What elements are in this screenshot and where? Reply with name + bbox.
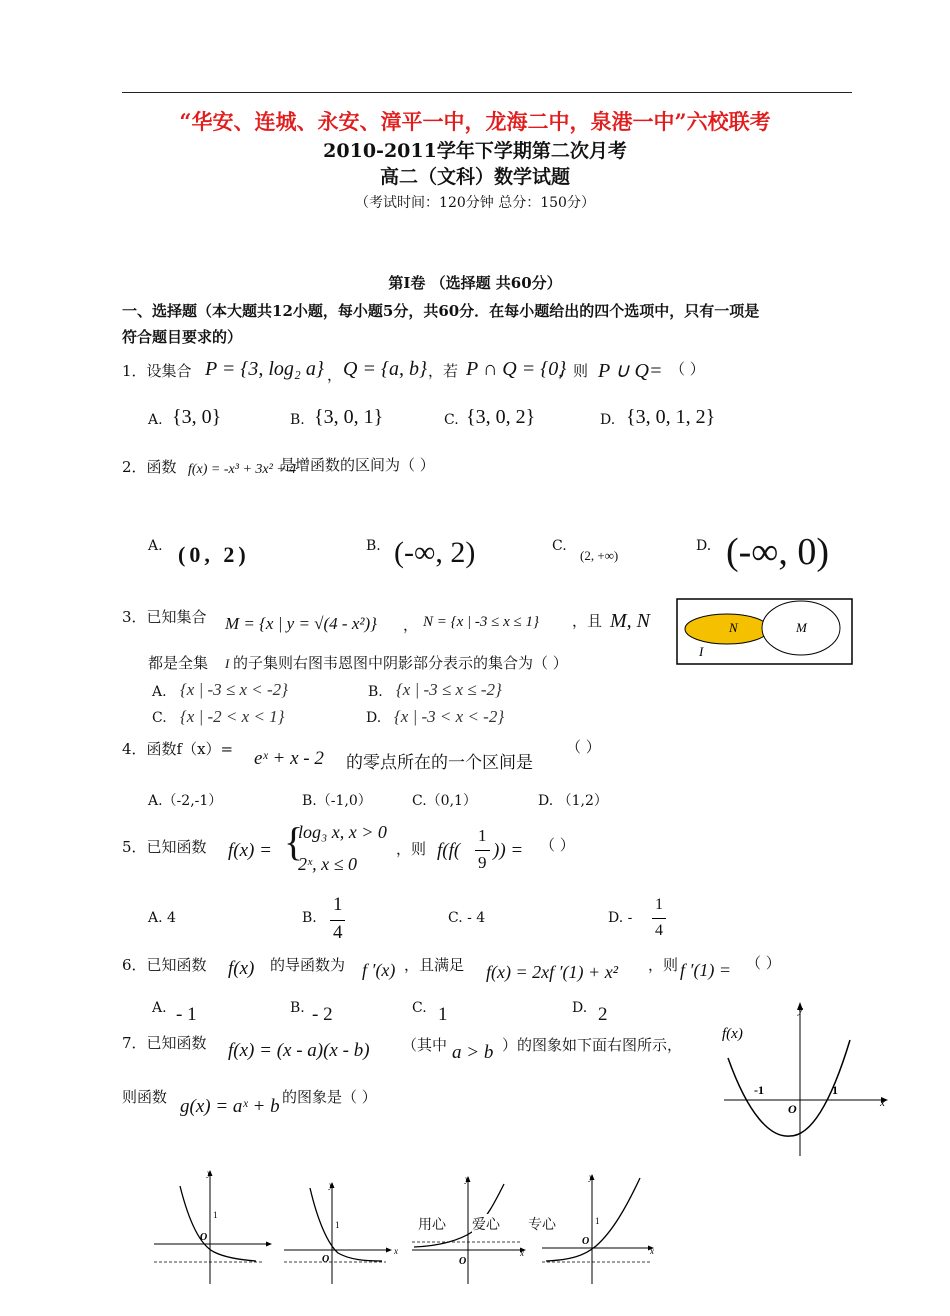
q7-text3: 的图象是（ ） <box>282 1088 377 1106</box>
q5-option-d-denominator[interactable]: 4 <box>655 922 663 939</box>
opt-a-origin: O <box>200 1232 208 1243</box>
q7-fx-graph <box>718 996 894 1161</box>
watermark-yongxin: 用心 <box>418 1214 446 1234</box>
q7-option-d-graph[interactable] <box>540 1168 664 1286</box>
q5-number: 5．已知函数 <box>122 838 207 856</box>
q6-option-b-label: B. <box>290 1000 305 1016</box>
q3-sep: ， <box>403 616 419 634</box>
q1-option-d-label: D. <box>600 412 616 428</box>
q6-then: ，则 <box>648 956 679 974</box>
opt-d-tick-1: 1 <box>595 1216 600 1226</box>
q3-option-c-label: C. <box>152 710 167 726</box>
q5-lhs: f(x) = <box>228 840 272 861</box>
q1-number: 1．设集合 <box>122 362 192 380</box>
q5-ask-b: )) = <box>493 840 524 861</box>
q5-answer-paren: （ ） <box>540 836 575 854</box>
q3-and: ，且 <box>572 612 603 630</box>
opt-b-x-label: x <box>394 1246 398 1256</box>
opt-b-x-arrow <box>386 1248 392 1253</box>
q3-line2b: 的子集则右图韦恩图中阴影部分表示的集合为（ ） <box>233 654 568 672</box>
q3-mn: M, N <box>610 610 650 632</box>
q4-expression: eˣ + x - 2 <box>254 748 324 769</box>
q5-option-d-bar <box>652 918 666 919</box>
q1-if: ，若 <box>428 362 459 380</box>
q2-option-a[interactable]: (0, 2) <box>178 542 250 567</box>
venn-label-m: M <box>796 620 807 635</box>
section-intro-line2: 符合题目要求的） <box>122 328 243 346</box>
q1-option-b-label: B. <box>290 412 305 428</box>
q3-set-n: N = {x | -3 ≤ x ≤ 1} <box>423 614 540 630</box>
q1-set-p: P = {3, log₂ a} <box>205 358 324 380</box>
q5-ask-numerator: 1 <box>478 826 487 845</box>
q2-option-a-label: A. <box>148 538 163 554</box>
q4-text: 的零点所在的一个区间是 <box>346 753 533 773</box>
q2-option-c[interactable]: (2, +∞) <box>580 548 619 563</box>
q5-case-2: 2ˣ, x ≤ 0 <box>298 854 357 874</box>
q2-option-b-label: B. <box>366 538 381 554</box>
q3-option-b[interactable]: {x | -3 ≤ x ≤ -2} <box>396 680 502 699</box>
fx-root-1: 1 <box>832 1083 838 1097</box>
q4-number: 4．函数f（x）= <box>122 740 234 758</box>
q3-line2a: 都是全集 <box>148 654 209 672</box>
q5-option-a[interactable]: A. 4 <box>148 910 176 926</box>
q7-condition: a > b <box>452 1042 494 1063</box>
q7-function: f(x) = (x - a)(x - b) <box>228 1040 370 1061</box>
q5-ask-denominator: 9 <box>478 853 487 872</box>
q5-case-1: log₃ x, x > 0 <box>298 822 387 842</box>
q1-condition: P ∩ Q = {0} <box>466 358 567 380</box>
q7-g-function: g(x) = aˣ + b <box>180 1096 280 1117</box>
fx-root-neg1: -1 <box>754 1083 764 1097</box>
exam-title-term: 2010-2011学年下学期第二次月考 <box>323 140 627 162</box>
q7-line2: 则函数 <box>122 1088 168 1106</box>
q5-option-b-denominator[interactable]: 4 <box>333 922 343 943</box>
q4-option-b[interactable]: B.（-1,0） <box>302 793 372 809</box>
q5-ask-a: f(f( <box>437 840 461 861</box>
q6-function: f(x) <box>228 958 255 979</box>
venn-set-n <box>685 614 769 644</box>
q2-option-c-label: C. <box>552 538 567 554</box>
q3-option-d[interactable]: {x | -3 < x < -2} <box>394 707 505 726</box>
q6-text2: ，且满足 <box>404 956 465 974</box>
q5-then: ，则 <box>396 840 427 858</box>
q5-option-b-label: B. <box>302 910 317 926</box>
opt-a-curve <box>180 1186 256 1261</box>
q4-option-c[interactable]: C.（0,1） <box>412 793 477 809</box>
q6-option-d[interactable]: 2 <box>598 1004 608 1025</box>
q4-option-d[interactable]: D. （1,2） <box>538 793 608 809</box>
opt-b-origin: O <box>322 1254 330 1265</box>
q1-sep: ， <box>327 366 343 384</box>
section-intro-line1: 一、选择题（本大题共12小题，每小题5分，共60分．在每小题给出的四个选项中，只有一项是 <box>122 302 760 320</box>
q2-text: 是增函数的区间为（ ） <box>280 456 435 474</box>
q3-venn-diagram <box>676 598 854 666</box>
q6-option-a[interactable]: - 1 <box>176 1004 197 1025</box>
q1-option-b[interactable]: {3, 0, 1} <box>314 406 384 428</box>
q5-option-b-numerator[interactable]: 1 <box>333 894 343 915</box>
q6-option-c[interactable]: 1 <box>438 1004 448 1025</box>
q2-option-d[interactable]: (-∞, 0) <box>726 531 830 573</box>
q7-option-b-graph[interactable] <box>282 1176 402 1286</box>
q1-ask: P ∪ Q= <box>598 360 663 382</box>
q6-option-c-label: C. <box>412 1000 427 1016</box>
q6-option-a-label: A. <box>152 1000 167 1016</box>
fx-graph-label: f(x) <box>722 1026 743 1042</box>
q3-set-m: M = {x | y = √(4 - x²)} <box>225 614 377 633</box>
exam-time-score: （考试时间：120分钟 总分：150分） <box>355 195 595 211</box>
q1-option-c[interactable]: {3, 0, 2} <box>466 406 536 428</box>
opt-d-y-label: y <box>589 1172 593 1182</box>
exam-title-schools: “华安、连城、永安、漳平一中，龙海二中，泉港一中”六校联考 <box>179 109 771 134</box>
opt-b-tick-1: 1 <box>335 1220 340 1230</box>
q2-function: f(x) = -x³ + 3x² + 4 <box>188 462 297 477</box>
q5-brace: { <box>284 819 304 864</box>
watermark-aixin: 爱心 <box>472 1214 500 1234</box>
opt-a-y-label: y <box>207 1168 211 1178</box>
q3-option-a-label: A. <box>152 684 167 700</box>
q6-answer-paren: （ ） <box>746 954 781 972</box>
q6-equation: f(x) = 2xf ′(1) + x² <box>486 962 619 982</box>
opt-a-tick-1: 1 <box>213 1210 218 1220</box>
q7-number: 7．已知函数 <box>122 1034 207 1052</box>
q7-option-a-graph[interactable] <box>152 1166 276 1286</box>
q1-answer-paren: （ ） <box>670 360 705 378</box>
q6-derivative: f ′(x) <box>362 960 396 980</box>
q2-number: 2．函数 <box>122 458 177 476</box>
q1-option-d[interactable]: {3, 0, 1, 2} <box>626 406 716 428</box>
q3-option-a[interactable]: {x | -3 ≤ x < -2} <box>180 680 288 699</box>
q3-option-b-label: B. <box>368 684 383 700</box>
q4-answer-paren: （ ） <box>566 738 601 756</box>
q5-option-b-bar <box>330 920 345 921</box>
q6-number: 6．已知函数 <box>122 956 207 974</box>
exam-title-subject: 高二（文科）数学试题 <box>379 166 570 188</box>
q5-option-d-numerator[interactable]: 1 <box>655 896 663 913</box>
opt-d-x-label: x <box>650 1246 654 1256</box>
top-rule <box>122 92 852 93</box>
q4-option-a[interactable]: A.（-2,-1） <box>148 793 223 809</box>
q1-set-q: Q = {a, b} <box>343 358 427 380</box>
section-heading: 第Ⅰ卷 （选择题 共60分） <box>388 274 562 292</box>
q6-option-d-label: D. <box>572 1000 588 1016</box>
q6-ask: f ′(1) = <box>680 960 732 980</box>
venn-label-i: I <box>699 644 704 659</box>
q3-number: 3．已知集合 <box>122 608 207 626</box>
opt-c-origin: O <box>459 1256 467 1267</box>
q6-option-b[interactable]: - 2 <box>312 1004 333 1025</box>
q5-option-c[interactable]: C. - 4 <box>448 910 486 926</box>
q3-universal: I <box>225 656 230 671</box>
opt-d-origin: O <box>582 1236 590 1247</box>
q2-option-d-label: D. <box>696 538 712 554</box>
q3-option-d-label: D. <box>366 710 382 726</box>
fx-y-label: y <box>798 1004 803 1016</box>
watermark-zhuanxin: 专心 <box>528 1214 556 1234</box>
opt-d-curve <box>546 1178 640 1261</box>
venn-label-n: N <box>729 620 738 635</box>
q1-option-a[interactable]: {3, 0} <box>172 406 222 428</box>
q2-option-b[interactable]: (-∞, 2) <box>394 536 476 569</box>
q1-then: ，则 <box>558 362 589 380</box>
q1-option-c-label: C. <box>444 412 459 428</box>
fx-x-label: x <box>880 1097 885 1109</box>
opt-c-y-label: y <box>465 1174 469 1184</box>
q7-text2: ）的图象如下面右图所示， <box>502 1036 683 1054</box>
q3-option-c[interactable]: {x | -2 < x < 1} <box>180 707 285 726</box>
q5-option-d-label: D. - <box>608 910 633 926</box>
opt-b-y-label: y <box>329 1180 333 1190</box>
q5-fraction-bar <box>475 850 490 851</box>
q6-text1: 的导函数为 <box>270 956 346 974</box>
opt-c-x-label: x <box>520 1248 524 1258</box>
q1-option-a-label: A. <box>148 412 163 428</box>
fx-origin-label: O <box>788 1102 797 1116</box>
q7-text1: （其中 <box>402 1036 448 1054</box>
opt-a-x-arrow <box>266 1242 272 1247</box>
